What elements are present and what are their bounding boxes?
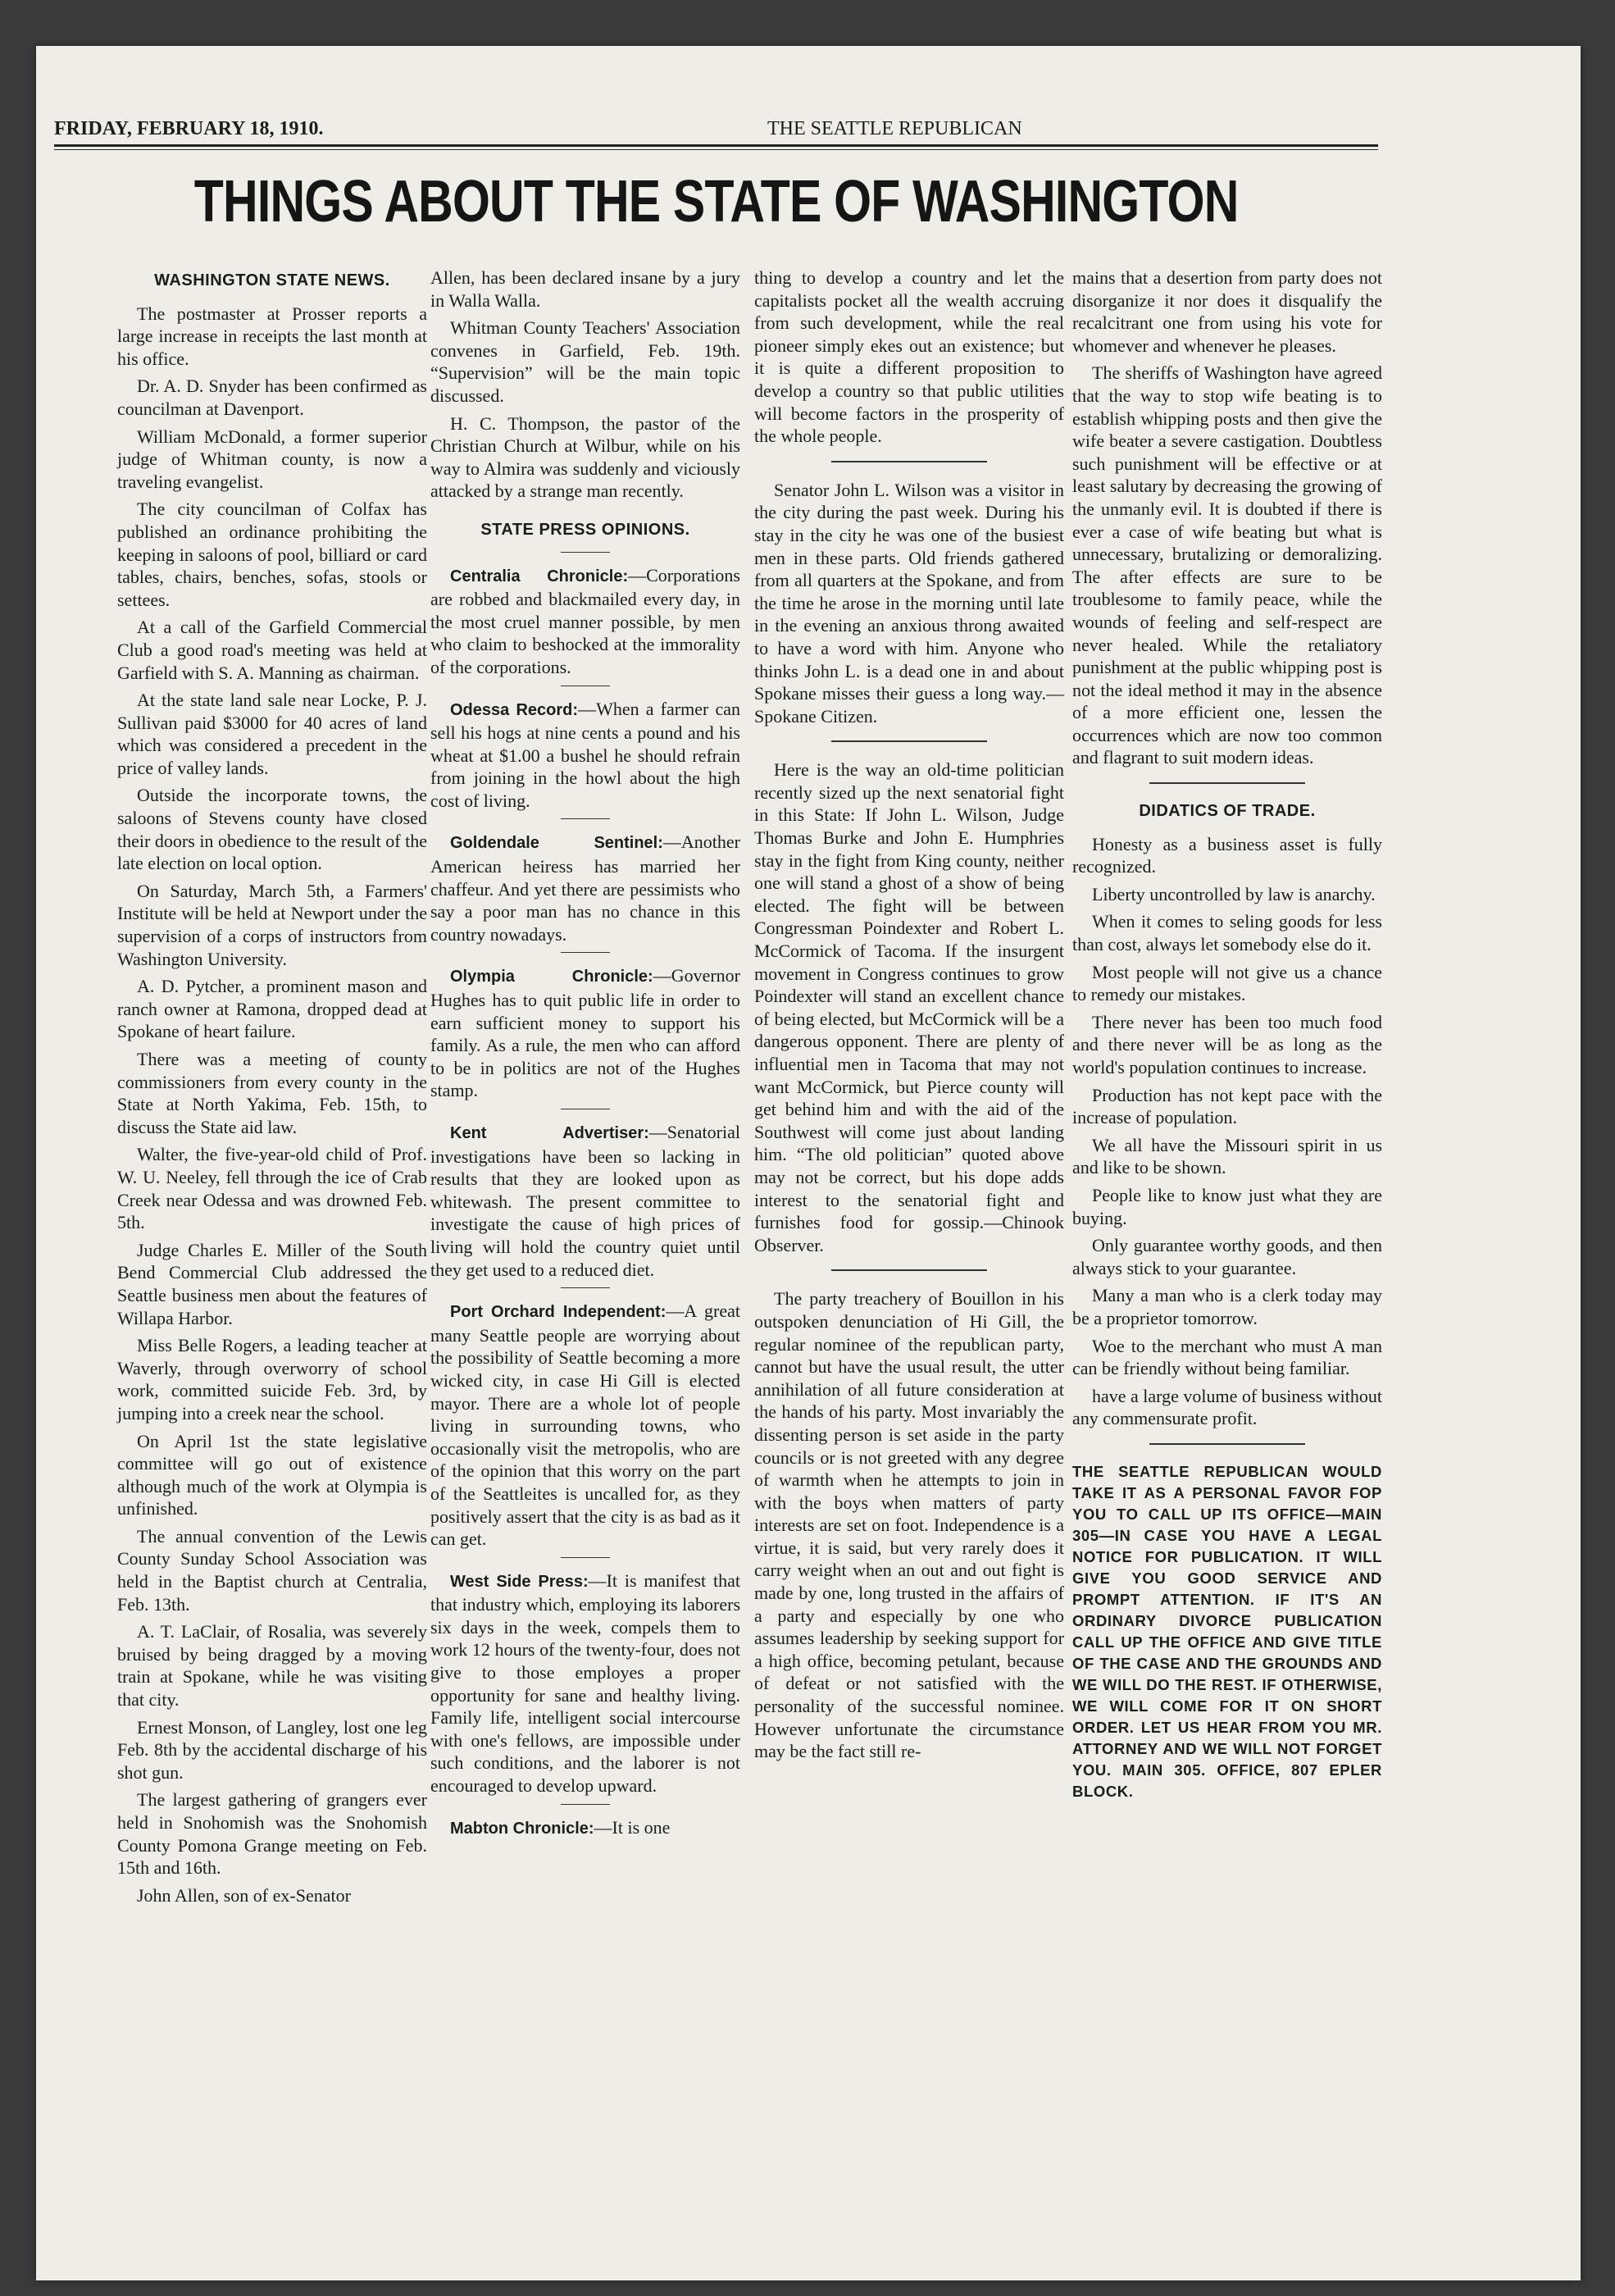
opinion-source: Centralia Chronicle: (450, 567, 629, 585)
news-item: Judge Charles E. Miller of the South Bend Commercial Club addressed the Seattle business men about the features of Willapa Harbor. (117, 1239, 427, 1328)
opinion-item (430, 964, 740, 1102)
maxim: When it comes to seling goods for less than cost, always let somebody else do it. (1072, 911, 1382, 955)
divider (561, 818, 610, 819)
article-paragraph: Senator John L. Wilson was a visitor in the city during the past week. During his stay in the city he was one of the busiest men in these parts. Old friends gathered from all quarters at the Spokane, and from the time he arose in the morning until late in the evening an anxious throng awaited to have a word with him. Anyone who thinks John L. is a dead one in and about Spokane misses their guess a long way.—Spokane Citizen. (754, 479, 1064, 727)
legal-notice-ad: THE SEATTLE REPUBLICAN WOULD TAKE IT AS A PERSONAL FAVOR FOP YOU TO CALL UP ITS OFFICE—MAIN 305—IN CASE YOU HAVE A LEGAL NOTICE FOR PUBLICATION. IT WILL GIVE YOU GOOD SERVICE AND PROMPT ATTENTION. IF IT'S AN ORDINARY DIVORCE PUBLICATION CALL UP THE OFFICE AND GIVE TITLE OF THE CASE AND THE GROUNDS AND WE WILL DO THE REST. IF OTHERWISE, WE WILL COME FOR IT ON SHORT ORDER. LET US HEAR FROM YOU MR. ATTORNEY AND WE WILL NOT FORGET YOU. MAIN 305. OFFICE, 807 EPLER BLOCK. (1072, 1462, 1382, 1800)
banner-headline: THINGS ABOUT THE STATE OF WASHINGTON (193, 169, 1239, 235)
opinion-item (430, 831, 740, 945)
opinion-item (430, 1569, 740, 1797)
opinion-item (430, 1300, 740, 1551)
maxim: Production has not kept pace with the increase of population. (1072, 1084, 1382, 1128)
header-date: FRIDAY, FEBRUARY 18, 1910. (54, 118, 324, 139)
divider (561, 1287, 610, 1288)
opinion-text: —When a farmer can sell his hogs at nine cents a pound and his wheat at $1.00 a bushel he should refrain from joining in the howl about the high cost of living. (430, 698, 740, 811)
banner (54, 153, 1378, 251)
opinion-item (430, 1816, 740, 1841)
news-item: John Allen, son of ex-Senator (137, 1884, 351, 1906)
news-item: At the state land sale near Locke, P. J. Sullivan paid $3000 for 40 acres of land which was considered a precedent in the price of valley lands. (117, 690, 427, 778)
opinion-source: Port Orchard Independent: (450, 1303, 666, 1322)
news-item: The annual convention of the Lewis County Sunday School Association was held in the Baptist church at Centralia, Feb. 13th. (117, 1525, 427, 1615)
article-paragraph: thing to develop a country and let the capitalists pocket all the wealth accruing from such development, while the real pioneer simply ekes out an existence; but it is quite a different proposition to develop a country so that public utilities will become factors in the prosperity of the whole people. (754, 267, 1064, 447)
opinion-text: —Governor Hughes has to quit public life in order to earn sufficient money to support his family. As a rule, the men who can afford to be in politics are not of the Hughes stamp. (430, 965, 740, 1101)
maxim: We all have the Missouri spirit in us and like to be shown. (1072, 1134, 1382, 1178)
news-item: Whitman County Teachers' Association convenes in Garfield, Feb. 19th. “Supervision” will be the main topic discussed. (430, 317, 740, 406)
opinion-text: —Senatorial investigations have been so lacking in results that they are looked upon as whitewash. The present committee to investigate the cause of high prices of living will hold the country quiet until they get used to a reduced diet. (430, 1122, 740, 1280)
divider (831, 461, 987, 462)
divider (831, 1269, 987, 1271)
opinion-text: —Another American heiress has married her chaffeur. And yet there are pessimists who say a poor man has no chance in this country nowadays. (430, 831, 740, 945)
column-1 (117, 266, 427, 1911)
maxim: There never has been too much food and there never will be as long as the world's population continues to increase. (1072, 1011, 1382, 1077)
divider (1149, 1443, 1305, 1445)
divider (831, 740, 987, 742)
opinion-source: Olympia Chronicle: (450, 968, 653, 986)
divider (561, 1804, 610, 1805)
news-item: Outside the incorporate towns, the saloons of Stevens county have closed their doors in obedience to the result of the late election on local option. (117, 785, 427, 874)
opinion-source: Kent Advertiser: (450, 1124, 649, 1142)
section-heading: DIDATICS OF TRADE. (1139, 802, 1316, 821)
page-header (54, 113, 1378, 146)
header-paper-name: THE SEATTLE REPUBLICAN (767, 118, 1022, 139)
maxim: People like to know just what they are buying. (1072, 1184, 1382, 1228)
news-item: Walter, the five-year-old child of Prof. W. U. Neeley, fell through the ice of Crab Creek near Odessa and was drowned Feb. 5th. (117, 1144, 427, 1233)
opinion-text: —It is manifest that that industry which, employing its laborers six days in the week, compels them to work 12 hours of the twenty-four, does not give to those employes a proper opportunity for sane and healthy living. Family life, intelligent social intercourse with one's fellows, are impossible under such conditions, and the laborer is not encouraged to develop upward. (430, 1569, 740, 1797)
section-heading: STATE PRESS OPINIONS. (480, 520, 690, 539)
maxim: Liberty uncontrolled by law is anarchy. (1092, 883, 1376, 904)
article-paragraph: The sheriffs of Washington have agreed that the way to stop wife beating is to establish whipping posts and then give the wife beater a severe castigation. Doubtless such punishment will be effective or at least salutary by decreasing the growing of the unmanly evil. It is doubted if there is ever a case of wife beating but what is unnecessary, brutalizing or demoralizing. The after effects are sure to be troublesome to family peace, while the wounds of feeling and self-respect are never healed. While the retaliatory punishment at the public whipping post is not the ideal method it may in the absence of a more efficient one, lessen the occurrences which are now too common and flagrant to suit modern ideas. (1072, 362, 1382, 768)
news-item: On April 1st the state legislative committee will go out of existence although much of the work at Olympia is unfinished. (117, 1430, 427, 1519)
column-4 (1072, 266, 1382, 1802)
opinion-item (430, 1121, 740, 1281)
header-rule-thin (54, 149, 1378, 150)
news-item: There was a meeting of county commissioners from every county in the State at North Yakima, Feb. 15th, to discuss the State aid law. (117, 1049, 427, 1137)
news-item: H. C. Thompson, the pastor of the Christian Church at Wilbur, while on his way to Almira was suddenly and viciously attacked by a strange man recently. (430, 412, 740, 502)
column-2 (430, 266, 740, 1845)
divider (561, 1557, 610, 1558)
maxim: Woe to the merchant who must A man can be friendly without being familiar. (1072, 1335, 1382, 1379)
column-heading: WASHINGTON STATE NEWS. (154, 271, 390, 289)
maxim: Most people will not give us a chance to remedy our mistakes. (1072, 961, 1382, 1005)
article-paragraph: The party treachery of Bouillon in his outspoken denunciation of Hi Gill, the regular nominee of the republican party, cannot but have the usual result, the utter annihilation of all future consideration at the hands of his party. Most invariably the dissenting person is set aside in the party councils or is not greeted with any degree of warmth when he attempts to join in with the boys when matters of party interests are set on foot. Independence is a virtue, it is said, but very rarely does it carry weight when an out and out fight is made by one, long trusted in the affairs of a party and especially by one who assumes leadership by seeking support for a high office, becoming petulant, because of defeat or not satisfied with the personality of the successful nominee. However unfortunate the circumstance may be the fact still re- (754, 1288, 1064, 1762)
maxim: Many a man who is a clerk today may be a proprietor tomorrow. (1072, 1285, 1382, 1328)
maxim: Honesty as a business asset is fully recognized. (1072, 833, 1382, 877)
opinion-source: Mabton Chronicle: (450, 1819, 594, 1838)
news-item: Ernest Monson, of Langley, lost one leg Feb. 8th by the accidental discharge of his shot gun. (117, 1716, 427, 1783)
opinion-item (430, 564, 740, 679)
maxim: Only guarantee worthy goods, and then always stick to your guarantee. (1072, 1235, 1382, 1278)
news-item: Miss Belle Rogers, a leading teacher at Waverly, through overworry of school work, committed suicide Feb. 3rd, by jumping into a creek near the school. (117, 1335, 427, 1424)
news-item: The city councilman of Colfax has published an ordinance prohibiting the keeping in saloons of pool, billiard or card tables, chairs, benches, sofas, stools or settees. (117, 499, 427, 610)
article-paragraph: Here is the way an old-time politician recently sized up the next senatorial fight in this State: If John L. Wilson, Judge Thomas Burke and John E. Humphries stay in the fight from King county, neither one will stand a ghost of a show of being elected. The fight will be between Congressman Poindexter and Robert L. McCormick of Tacoma. If the insurgent movement in Congress continues to grow Poindexter will stand an excellent chance of being elected, but McCormick will be a dangerous opponent. There are plenty of influential men in Tacoma that may not want McCormick, but Pierce county will get behind him and with the aid of the Southwest will come just about landing him. “The old politician” quoted above may not be correct, but his dope adds interest to the senatorial fight and furnishes food for gossip.—Chinook Observer. (754, 759, 1064, 1255)
header-rule (54, 144, 1378, 147)
news-item: Dr. A. D. Snyder has been confirmed as councilman at Davenport. (117, 376, 427, 419)
news-item: A. D. Pytcher, a prominent mason and ranch owner at Ramona, dropped dead at Spokane of heart failure. (117, 976, 427, 1042)
news-item: The largest gathering of grangers ever held in Snohomish was the Snohomish County Pomona Grange meeting on Feb. 15th and 16th. (117, 1789, 427, 1879)
opinion-source: Goldendale Sentinel: (450, 834, 663, 853)
article-paragraph: mains that a desertion from party does not disorganize it nor does it disqualify the recalcitrant one from using his vote for whomever and whenever he pleases. (1072, 267, 1382, 356)
news-item: A. T. LaClair, of Rosalia, was severely bruised by being dragged by a moving train at Spokane, while he was visiting that city. (117, 1621, 427, 1711)
opinion-source: Odessa Record: (450, 700, 579, 719)
divider (1149, 782, 1305, 784)
opinion-text: —A great many Seattle people are worrying about the possibility of Seattle becoming a more wicked city, in case Hi Gill is elected mayor. There are a whole lot of people living in surrounding towns, who occasionally visit the metropolis, who are of the opinion that this worry on the part of the Seattleites is uncalled for, as they positively assert that the city is as bad as it can get. (430, 1301, 740, 1550)
divider (561, 952, 610, 953)
opinion-source: West Side Press: (450, 1572, 589, 1591)
news-item: The postmaster at Prosser reports a large increase in receipts the last month at his office. (117, 303, 427, 369)
divider (561, 552, 610, 553)
news-item: Allen, has been declared insane by a jury in Walla Walla. (430, 267, 740, 311)
opinion-text: —Corporations are robbed and blackmailed every day, in the most cruel manner possible, by men who claim to beshocked at the immorality of the corporations. (430, 564, 740, 677)
news-item: On Saturday, March 5th, a Farmers' Institute will be held at Newport under the supervision of a corps of instructors from Washington University. (117, 880, 427, 969)
column-3 (754, 266, 1064, 1768)
opinion-text: —It is one (594, 1816, 671, 1838)
maxim: have a large volume of business without any commensurate profit. (1072, 1385, 1382, 1429)
news-item: At a call of the Garfield Commercial Club a good road's meeting was held at Garfield with S. A. Manning as chairman. (117, 617, 427, 683)
news-item: William McDonald, a former superior judge of Whitman county, is now a traveling evangelist. (117, 426, 427, 492)
opinion-item (430, 698, 740, 813)
